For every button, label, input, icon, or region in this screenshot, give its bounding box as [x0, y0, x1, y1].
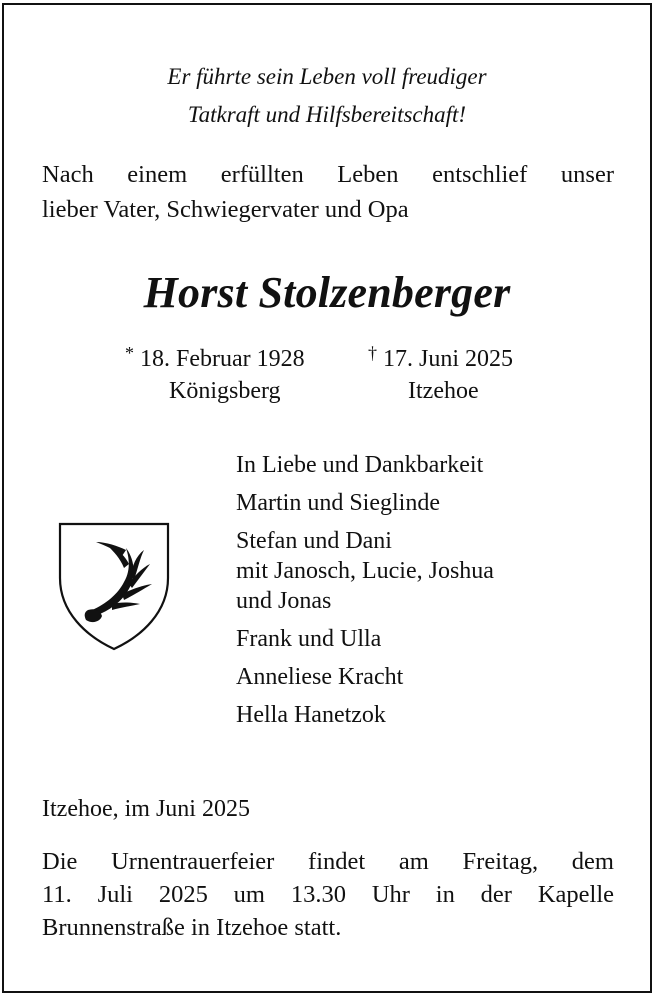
- ceremony-text: [42, 845, 614, 944]
- birth-info: [125, 337, 305, 407]
- shield-with-antler-icon: [56, 520, 172, 652]
- mourners-heading: In Liebe und Dankbarkeit: [236, 452, 484, 478]
- death-date: 17. Juni 2025: [383, 346, 514, 372]
- mourner-group: [236, 624, 616, 654]
- mourner-line: Anneliese Kracht: [236, 664, 404, 690]
- birth-place: Königsberg: [169, 378, 281, 404]
- mourner-group: [236, 488, 616, 518]
- intro-text: [42, 157, 614, 227]
- mourner-line: mit Janosch, Lucie, Joshua: [236, 558, 494, 584]
- mourner-group: [236, 662, 616, 692]
- death-info: [368, 337, 513, 407]
- death-symbol: †: [368, 343, 377, 363]
- motto-line: Tatkraft und Hilfsbereitschaft!: [187, 102, 467, 127]
- place-date: Itzehoe, im Juni 2025: [42, 796, 250, 822]
- mourner-line: Stefan und Dani: [236, 528, 392, 554]
- mourners: [236, 450, 616, 738]
- motto: [0, 58, 654, 134]
- mourner-line: Frank und Ulla: [236, 626, 382, 652]
- mourner-group: [236, 700, 616, 730]
- mourner-line: und Jonas: [236, 588, 332, 614]
- deceased-name: Horst Stolzenberger: [143, 268, 511, 317]
- ceremony-line: 11. Juli 2025 um 13.30 Uhr in der Kapelle: [42, 881, 614, 908]
- mourner-line: Martin und Sieglinde: [236, 490, 440, 516]
- mourner-group: [236, 526, 616, 616]
- intro-line: lieber Vater, Schwiegervater und Opa: [42, 196, 409, 223]
- death-place: Itzehoe: [408, 378, 479, 404]
- mourner-line: Hella Hanetzok: [236, 702, 386, 728]
- birth-symbol: *: [125, 343, 134, 363]
- intro-line: Nach einem erfüllten Leben entschlief unser: [42, 161, 614, 188]
- ceremony-line: Brunnenstraße in Itzehoe statt.: [42, 914, 342, 941]
- ceremony-line: Die Urnentrauerfeier findet am Freitag, dem: [42, 848, 614, 875]
- birth-date: 18. Februar 1928: [140, 346, 305, 372]
- motto-line: Er führte sein Leben voll freudiger: [167, 64, 487, 89]
